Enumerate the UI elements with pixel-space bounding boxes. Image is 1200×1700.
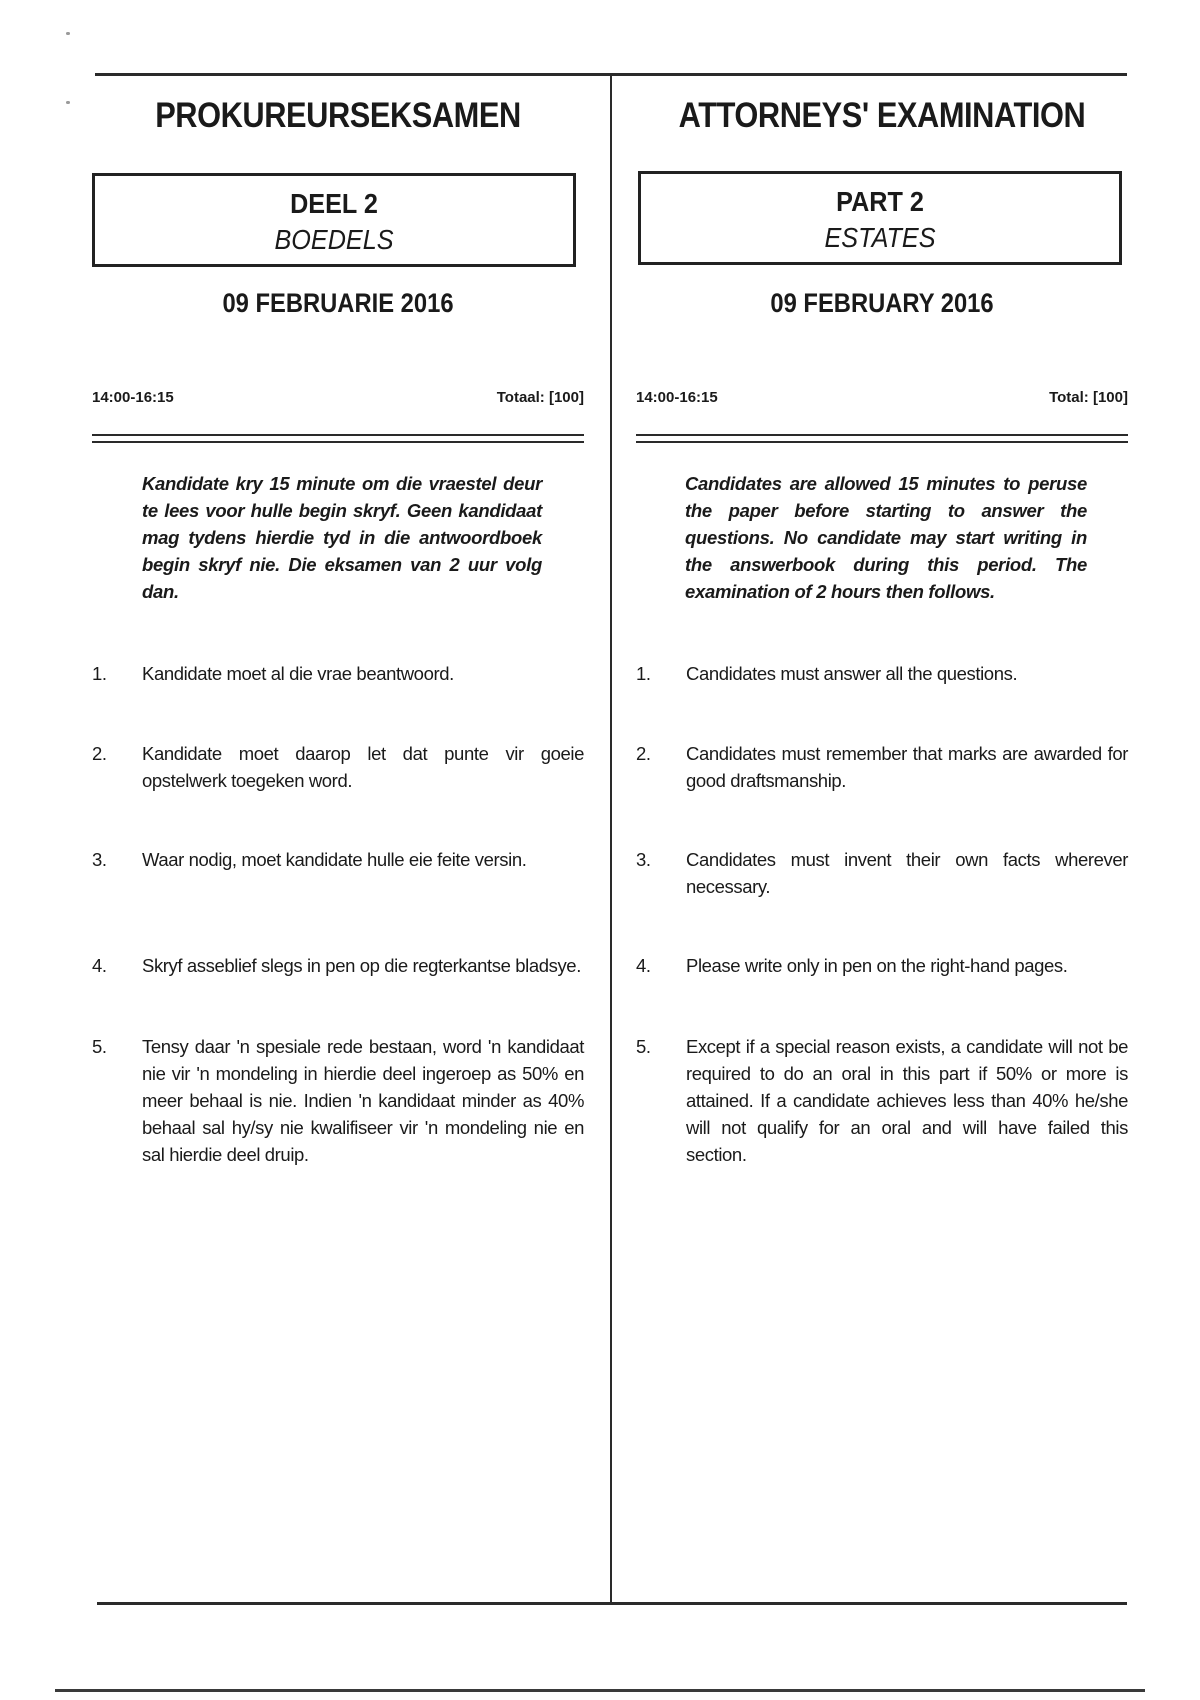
meta-row [92, 389, 584, 406]
exam-total: Total: [100] [1049, 389, 1128, 406]
exam-time: 14:00-16:15 [92, 389, 174, 406]
instruction-text: Kandidate moet daarop let dat punte vir goeie opstelwerk toegeken word. [142, 743, 584, 791]
instruction-text: Waar nodig, moet kandidate hulle eie feite versin. [142, 849, 527, 870]
scan-speck [66, 101, 70, 104]
double-rule [92, 434, 584, 443]
instruction-number: 5. [92, 1036, 107, 1057]
scan-speck [66, 32, 70, 35]
part-label: DEEL 2 [290, 188, 378, 219]
exam-date: 09 FEBRUARY 2016 [770, 288, 994, 318]
instruction-text: Candidates must invent their own facts wherever necessary. [686, 849, 1128, 897]
bottom-rule [97, 1602, 1127, 1605]
instruction-text: Please write only in pen on the right-hand pages. [686, 955, 1068, 976]
double-rule [636, 434, 1128, 443]
column-divider [610, 76, 612, 1604]
instruction-text: Kandidate moet al die vrae beantwoord. [142, 663, 454, 684]
instruction-number: 4. [92, 955, 107, 976]
instruction-number: 2. [636, 743, 651, 764]
instruction-number: 2. [92, 743, 107, 764]
part-box [638, 171, 1122, 265]
instruction-number: 4. [636, 955, 651, 976]
instruction-number: 5. [636, 1036, 651, 1057]
part-box [92, 173, 576, 267]
instruction-number: 3. [636, 849, 651, 870]
instruction-number: 3. [92, 849, 107, 870]
page-edge-rule [55, 1689, 1145, 1692]
exam-date: 09 FEBRUARIE 2016 [222, 288, 454, 318]
instruction-text: Tensy daar 'n spesiale rede bestaan, word 'n kandidaat nie vir 'n mondeling in hierdie deel ingeroep as 50% en meer behaal is nie. Indien 'n kandidaat minder as 40% behaal sal hy/sy nie kwalifiseer vir 'n mondeling nie en sal hierdie deel druip. [142, 1036, 584, 1165]
instruction-text: Candidates must answer all the questions. [686, 663, 1018, 684]
part-subject: BOEDELS [274, 224, 394, 255]
instruction-text: Except if a special reason exists, a candidate will not be required to do an oral in this part if 50% or more is attained. If a candidate achieves less than 40% he/she will not qualify for an oral and will have failed this section. [686, 1036, 1128, 1165]
exam-total: Totaal: [100] [496, 389, 584, 406]
exam-title: ATTORNEYS' EXAMINATION [678, 96, 1086, 135]
part-subject: ESTATES [824, 222, 936, 253]
exam-title: PROKUREURSEKSAMEN [155, 96, 521, 135]
meta-row [636, 389, 1128, 406]
instruction-number: 1. [92, 663, 107, 684]
exam-time: 14:00-16:15 [636, 389, 718, 406]
instruction-text: Skryf asseblief slegs in pen op die regterkantse bladsye. [142, 955, 581, 976]
instruction-number: 1. [636, 663, 651, 684]
intro-paragraph: Candidates are allowed 15 minutes to peruse the paper before starting to answer the questions. No candidate may start writing in the answerbook during this period. The examination of 2 hours then follows. [685, 473, 1087, 602]
instruction-text: Candidates must remember that marks are awarded for good draftsmanship. [686, 743, 1128, 791]
part-label: PART 2 [836, 186, 924, 217]
intro-paragraph: Kandidate kry 15 minute om die vraestel deur te lees voor hulle begin skryf. Geen kandidaat mag tydens hierdie tyd in die antwoordboek begin skryf nie. Die eksamen van 2 uur volg dan. [142, 473, 542, 602]
